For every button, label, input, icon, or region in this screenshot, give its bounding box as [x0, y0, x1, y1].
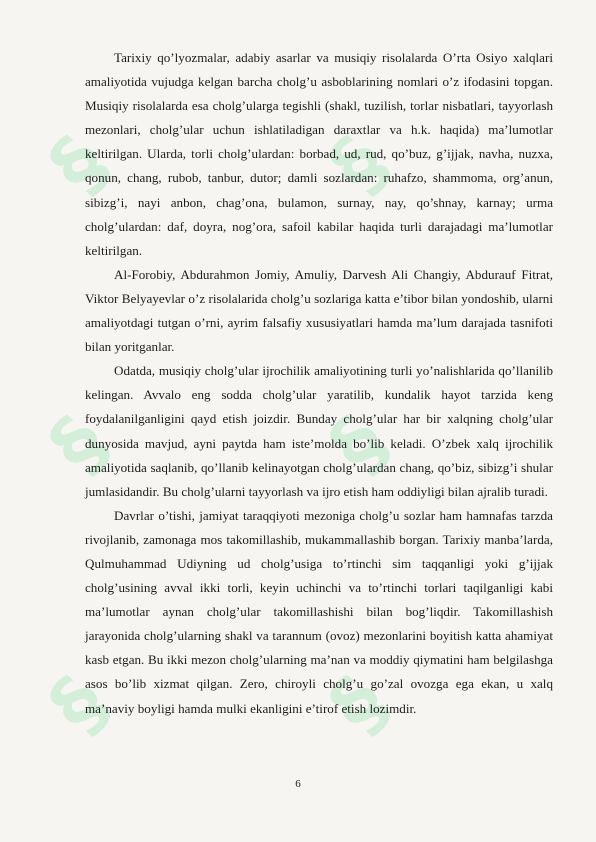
- paragraph: Odatda, musiqiy cholg’ular ijrochilik amaliyotining turli yo’nalishlarida qo’llanilib kelingan. Avvalo eng sodda cholg’ular yaratilib, kundalik hayot tarzida keng foydalanilganligini qayd etish joizdir. Bunday cholg’ular har bir xalqning cholg’ular dunyosida mavjud, ayni paytda ham iste’molda bo’lib keladi. O’zbek xalq ijrochilik amaliyotida saqlanib, qo’llanib kelinayotgan cholg’ulardan chang, qo’biz, sibizg’i shular jumlasidandir. Bu cholg’ularni tayyorlash va ijro etish ham oddiyligi bilan ajralib turadi.: [85, 363, 553, 499]
- watermark-logo: §: [33, 660, 126, 750]
- watermark-logo: §: [33, 120, 126, 210]
- watermark-logo: §: [313, 120, 406, 210]
- paragraph: Al-Forobiy, Abdurahmon Jomiy, Amuliy, Darvesh Ali Changiy, Abdurauf Fitrat, Viktor Belyayevlar o’z risolalarida cholg’u sozlariga katta e’tibor bilan yondoshib, ularni amaliyotdagi tutgan o’rni, ayrim falsafiy xususiyatlari hamda ma’lum darajada tasnifoti bilan yoritganlar.: [85, 266, 553, 355]
- watermark-logo: §: [313, 660, 406, 750]
- document-body: [85, 46, 553, 721]
- watermark-logo: §: [33, 400, 126, 490]
- paragraph: Tarixiy qo’lyozmalar, adabiy asarlar va musiqiy risolalarda O’rta Osiyo xalqlari amaliyotida vujudga kelgan barcha cholg’u asboblarining nomlari o’z ifodasini topgan. Musiqiy risolalarda esa cholg’ularga tegishli (shakl, tuzilish, torlar nisbatlari, tayyorlash mezonlari, cholg’ular uchun ishlatiladigan daraxtlar va h.k. haqida) ma’lumotlar keltirilgan. Ularda, torli cholg’ulardan: borbad, ud, rud, qo’buz, g’ijjak, navha, nuzxa, qonun, chang, rubob, tanbur, dutor; damli sozlardan: ruhafzo, shammoma, org’anun, sibizg’i, nayi anbon, chag’ona, bulamon, surnay, nay, qo’shnay, karnay; urma cholg’ulardan: daf, doyra, nog’ora, safoil kabilar haqida turli darajadagi ma’lumotlar keltirilgan.: [85, 50, 553, 258]
- watermark-logo: §: [313, 400, 406, 490]
- paragraph: Davrlar o’tishi, jamiyat taraqqiyoti mezoniga cholg’u sozlar ham hamnafas tarzda rivojlanib, zamonaga mos takomillashib, mukammallashib borgan. Tarixiy manba’larda, Qulmuhammad Udiyning ud cholg’usiga to’rtinchi sim taqqanligi yoki g’ijjak cholg’usining avval ikki torli, keyin uchinchi va to’rtinchi torlari taqilganligi kabi ma’lumotlar aynan cholg’ular takomillashishi bilan bog’liqdir. Takomillashish jarayonida cholg’ularning shakl va tarannum (ovoz) mezonlarini boyitish katta ahamiyat kasb etgan. Bu ikki mezon cholg’ularning ma’nan va moddiy qiymatini ham belgilashga asos bo’lib xizmat qilgan. Zero, chiroyli cholg’u go’zal ovozga ega ekan, u xalq ma’naviy boyligi hamda mulki ekanligini e’tirof etish lozimdir.: [85, 507, 553, 716]
- page-number: 6: [295, 778, 301, 790]
